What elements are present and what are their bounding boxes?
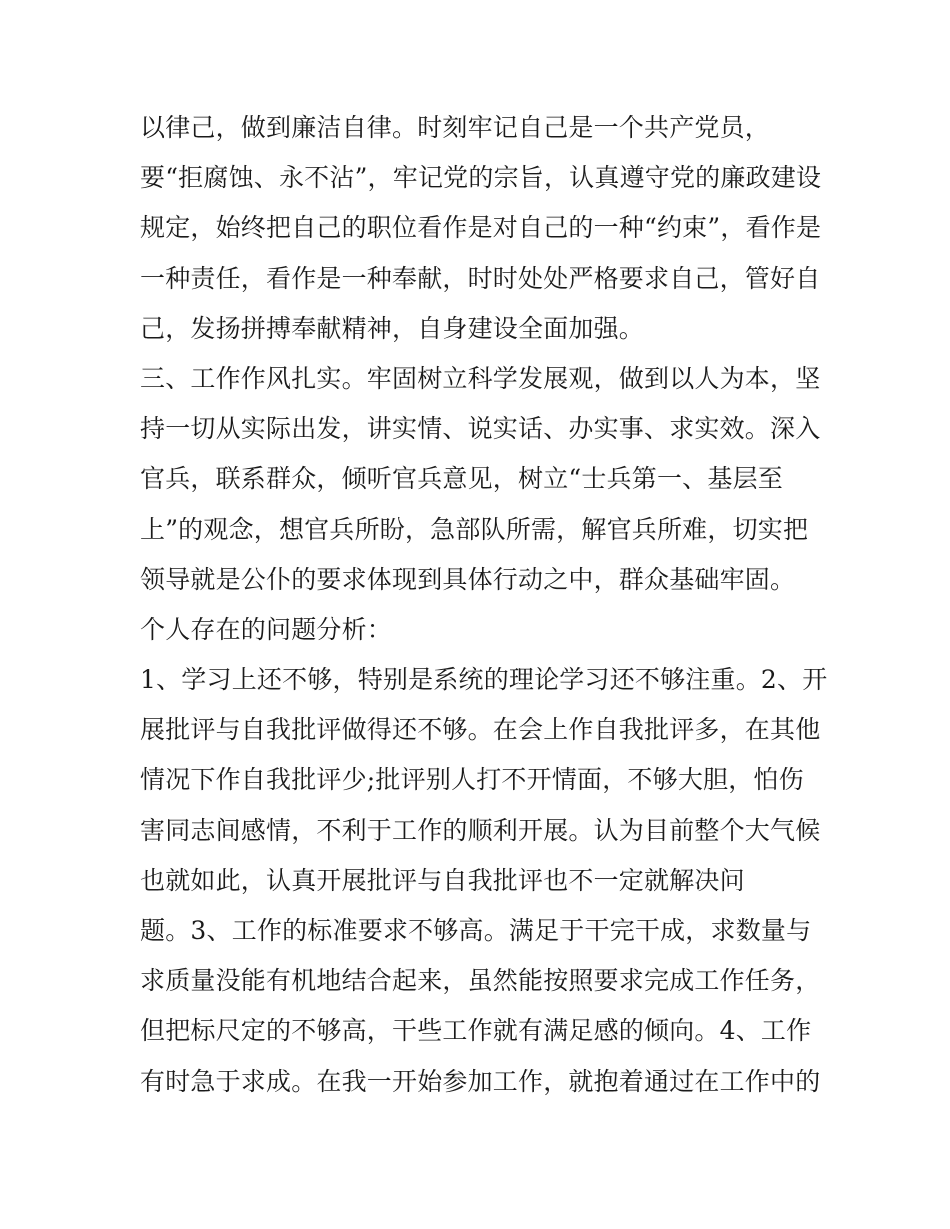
text-line: 也就如此，认真开展批评与自我批评也不一定就解决问 [140, 865, 745, 895]
text-line: 展批评与自我批评做得还不够。在会上作自我批评多，在其他 [140, 715, 821, 745]
text-line: 害同志间感情，不利于工作的顺利开展。认为目前整个大气候 [140, 815, 821, 845]
text-line: 上”的观念，想官兵所盼，急部队所需，解官兵所难，切实把 [140, 514, 809, 544]
section-title: 个人存在的问题分析： [140, 614, 393, 644]
text-line: 持一切从实际出发，讲实情、说实话、办实事、求实效。深入 [140, 414, 821, 444]
text-line: 以律己，做到廉洁自律。时刻牢记自己是一个共产党员， [140, 113, 771, 142]
text-line: 规定，始终把自己的职位看作是对自己的一种“约束”，看作是 [140, 213, 822, 243]
text-line: 有时急于求成。在我一开始参加工作，就抱着通过在工作中的 [140, 1066, 821, 1096]
text-line: 官兵，联系群众，倾听官兵意见，树立“士兵第一、基层至 [140, 464, 783, 494]
text-line: 求质量没能有机地结合起来，虽然能按照要求完成工作任务， [140, 966, 821, 996]
body-text [140, 103, 828, 1107]
text-line: 1、学习上还不够，特别是系统的理论学习还不够注重。2、开 [140, 665, 828, 695]
text-line: 情况下作自我批评少;批评别人打不开情面，不够大胆，怕伤 [140, 765, 804, 795]
text-line: 一种责任，看作是一种奉献，时时处处严格要求自己，管好自 [140, 263, 821, 293]
text-line: 领导就是公仆的要求体现到具体行动之中，群众基础牢固。 [140, 564, 796, 594]
text-line: 题。3、工作的标准要求不够高。满足于干完干成，求数量与 [140, 916, 812, 945]
text-line: 要“拒腐蚀、永不沾”，牢记党的宗旨，认真遵守党的廉政建设 [140, 163, 822, 193]
text-line: 己，发扬拼搏奉献精神，自身建设全面加强。 [140, 313, 645, 343]
text-line: 但把标尺定的不够高，干些工作就有满足感的倾向。4、工作 [140, 1016, 812, 1046]
section-heading-line: 三、工作作风扎实。牢固树立科学发展观，做到以人为本，坚 [140, 363, 821, 393]
